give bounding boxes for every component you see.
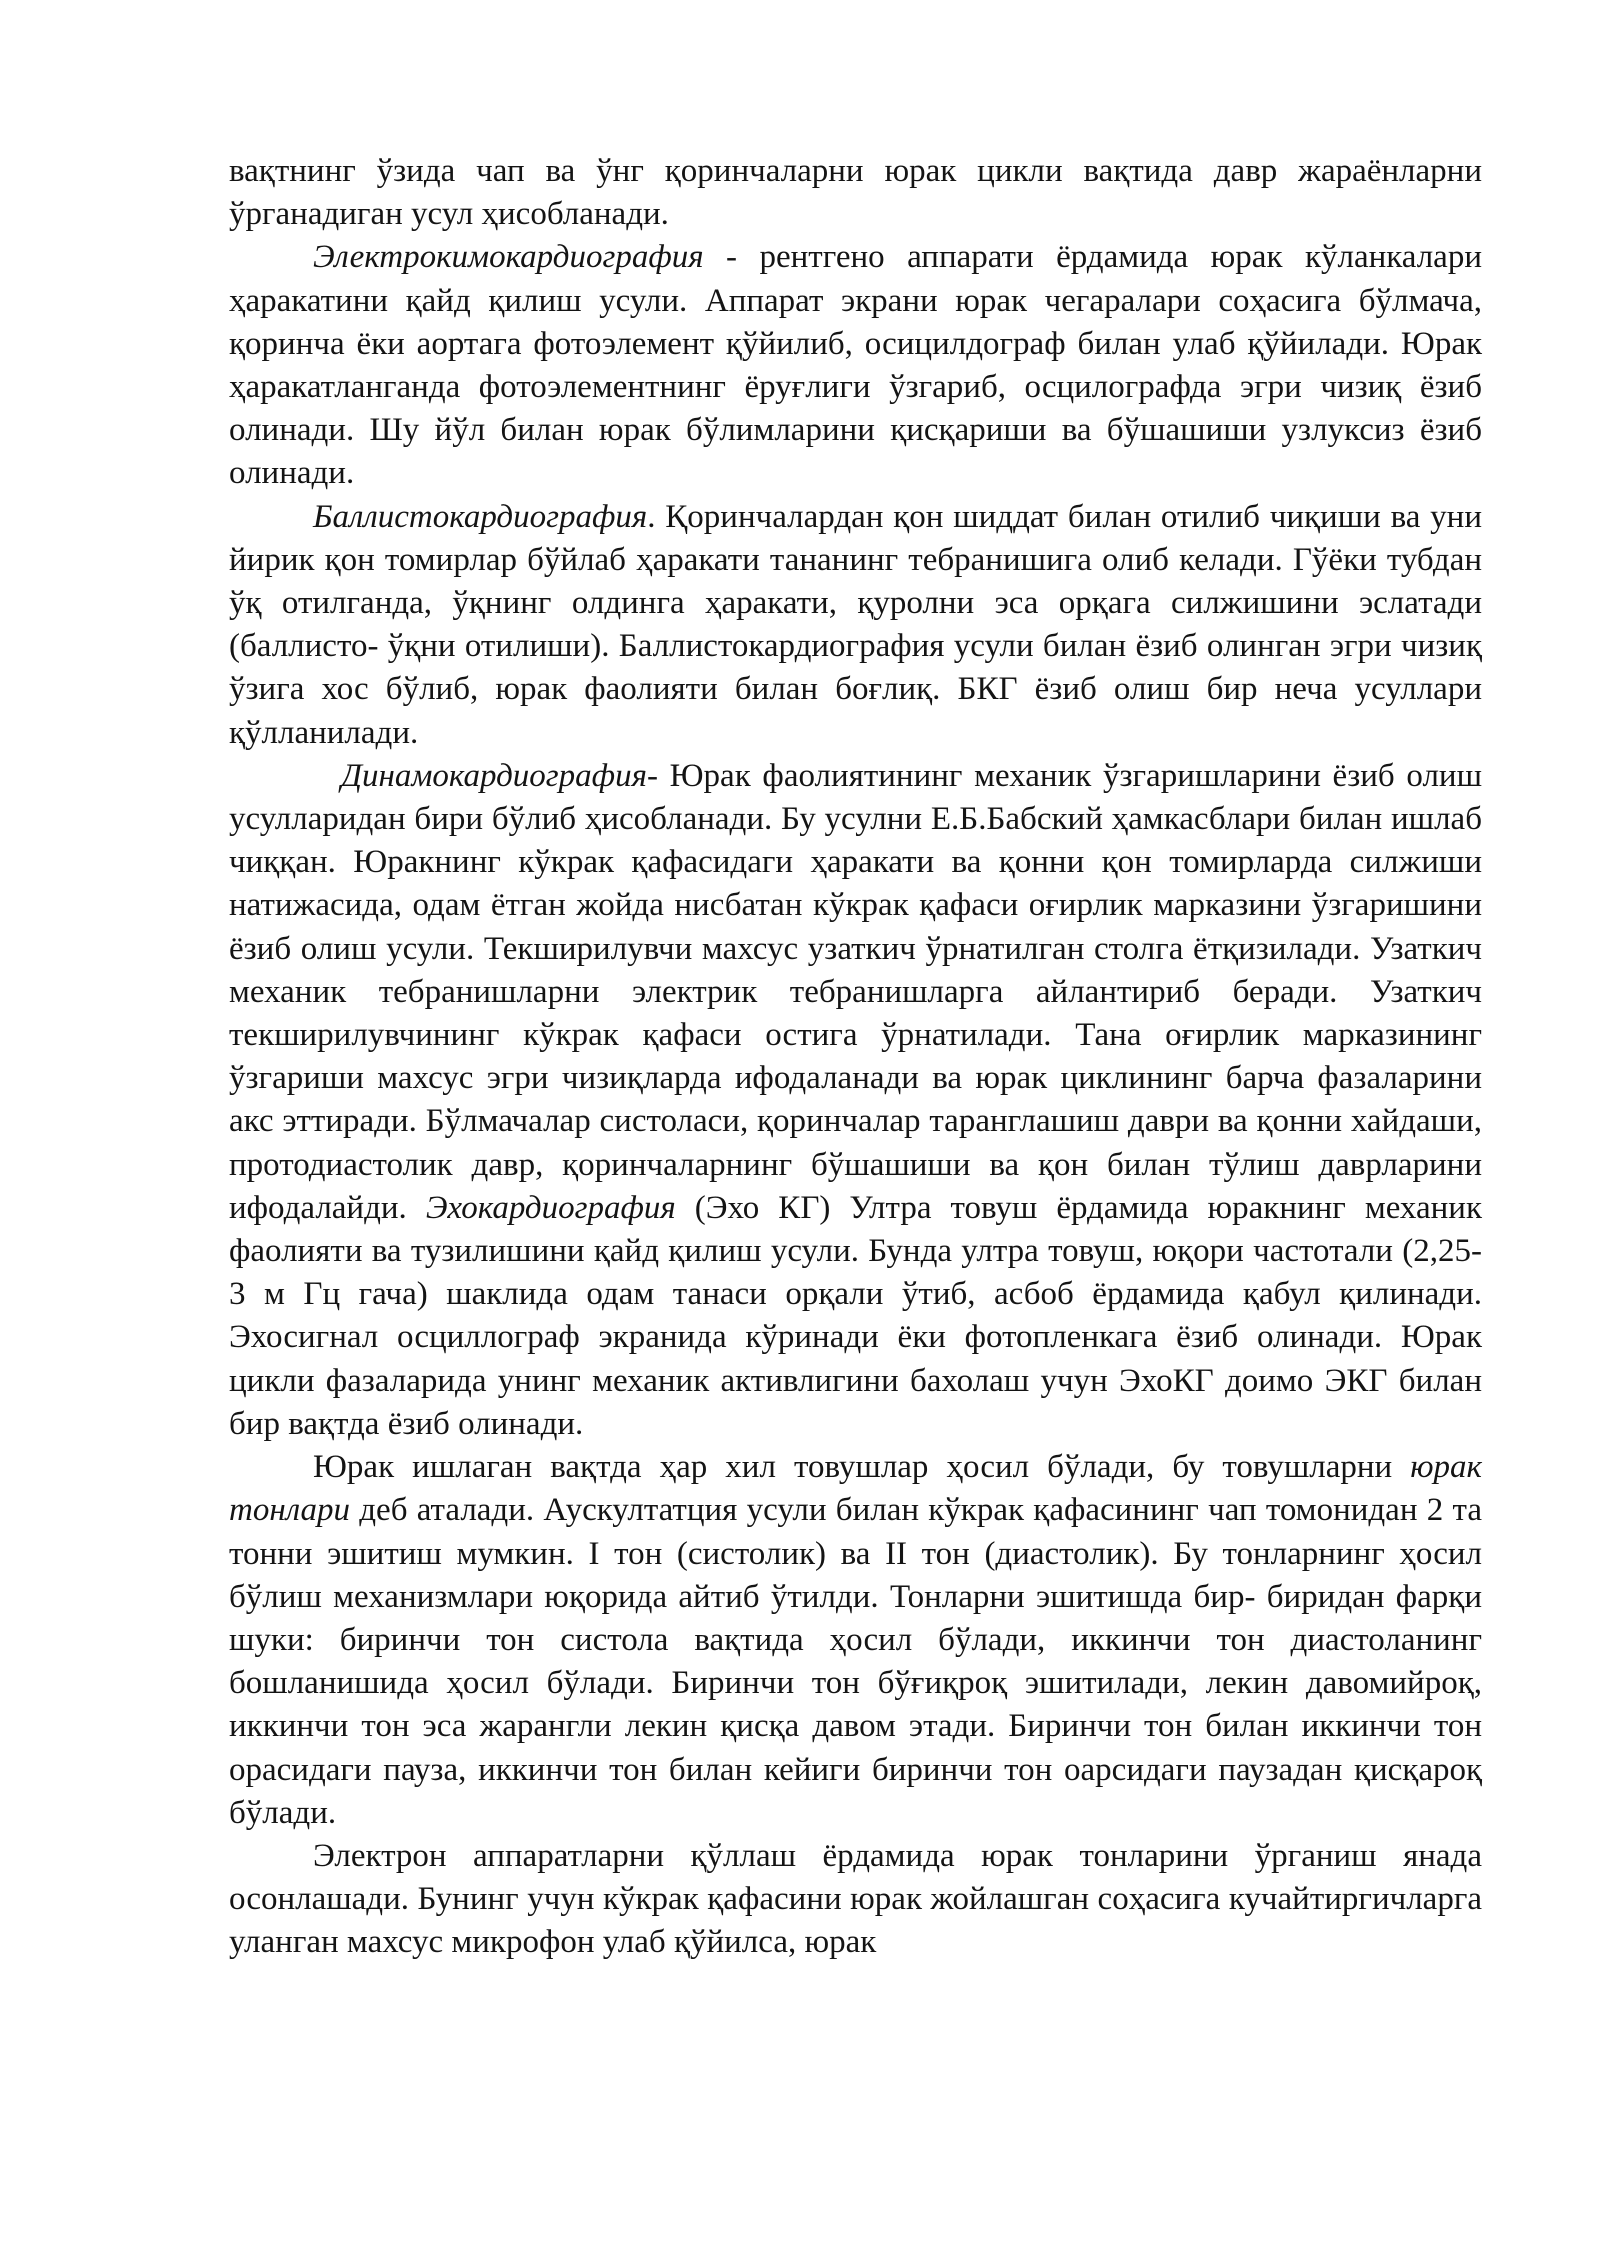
paragraph-text: вақтнинг ўзида чап ва ўнг қоринчаларни юрак цикли вақтида давр жараёнларни ўрганадиган усул ҳисобланади. <box>229 153 1482 233</box>
paragraph-text: - рентгено аппарати ёрдамида юрак кўланкалари ҳаракатини қайд қилиш усули. Аппарат экрани юрак чегаралари соҳасига бўлмача, қоринча ёки аортага фотоэлемент қўйилиб, осицилдограф билан улаб қўйилади. Юрак ҳаракатланганда фотоэлементнинг ёруғлиги ўзгариб, осцилографда эгри чизиқ ёзиб олинади. Шу йўл билан юрак бўлимларини қисқариши ва бўшашиши узлуксиз ёзиб олинади. <box>229 239 1482 492</box>
paragraph-text: - Юрак фаолиятининг механик ўзгаришларини ёзиб олиш усулларидан бири бўлиб ҳисобланади. Бу усулни Е.Б.Бабский ҳамкасблари билан ишлаб чиққан. Юракнинг кўкрак қафасидаги ҳаракати ва қонни қон томирларда силжиши натижасида, одам ётган жойда нисбатан кўкрак қафаси оғирлик марказини ўзгаришини ёзиб олиш усули. Текширилувчи махсус узаткич ўрнатилган столга ётқизилади. Узаткич механик тебранишларни электрик тебранишларга айлантириб беради. Узаткич текширилувчининг кўкрак қафаси остига ўрнатилади. Тана оғирлик марказининг ўзгариши махсус эгри чизиқларда ифодаланади ва юрак циклининг барча фазаларини акс эттиради. Бўлмачалар систоласи, қоринчалар таранглашиш даври ва қонни хайдаши, протодиастолик давр, қоринчаларнинг бўшашиши ва қон билан тўлиш даврларини ифодалайди. <box>229 757 1482 1226</box>
paragraph-electronic-devices <box>229 1835 1482 1965</box>
term-heart-tones: юрак тонлари <box>229 1449 1482 1529</box>
paragraph-text: деб аталади. Аускултатция усули билан кўкрак қафасининг чап томонидан 2 та тонни эшитиш мумкин. I тон (систолик) ва II тон (диастолик). Бу тонларнинг ҳосил бўлиш механизмлари юқорида айтиб ўтилди. Тонларни эшитишда бир- биридан фарқи шуки: биринчи тон систола вақтида ҳосил бўлади, иккинчи тон диастоланинг бошланишида ҳосил бўлади. Биринчи тон бўғиқроқ эшитилади, лекин давомийроқ, иккинчи тон эса жарангли лекин қисқа давом этади. Биринчи тон билан иккинчи тон орасидаги пауза, иккинчи тон билан кейиги биринчи тон оарсидаги паузадан қисқароқ бўлади. <box>229 1492 1482 1831</box>
paragraph-text: Электрон аппаратларни қўллаш ёрдамида юрак тонларини ўрганиш янада осонлашади. Бунинг учун кўкрак қафасини юрак жойлашган соҳасига кучайтиргичларга уланган махсус микрофон улаб қўйилса, юрак <box>229 1837 1482 1961</box>
term-dynamocardiography: Динамокардиография <box>341 757 647 794</box>
term-echocardiography: Эхокардиография <box>425 1189 676 1226</box>
term-electrokymocardiography: Электрокимокардиография <box>313 239 704 276</box>
paragraph-dynamocardiography <box>229 755 1482 1446</box>
paragraph-text: (Эхо КГ) Ултра товуш ёрдамида юракнинг механик фаолияти ва тузилишини қайд қилиш усули. Бунда ултра товуш, юқори частотали (2,25-3 м Гц гача) шаклида одам танаси орқали ўтиб, асбоб ёрдамида қабул қилинади. Эхосигнал осциллограф экранида кўринади ёки фотопленкага ёзиб олинади. Юрак цикли фазаларида унинг механик активлигини бахолаш учун ЭхоКГ доимо ЭКГ билан бир вақтда ёзиб олинади. <box>229 1189 1482 1442</box>
paragraph-text: . Қоринчалардан қон шиддат билан отилиб чиқиши ва уни йирик қон томирлар бўйлаб ҳаракати тананинг тебранишига олиб келади. Гўёки тубдан ўқ отилганда, ўқнинг олдинга ҳаракати, қуролни эса орқага силжишини эслатади (баллисто- ўқни отилиши). Баллистокардиография усули билан ёзиб олинган эгри чизиқ ўзига хос бўлиб, юрак фаолияти билан боғлиқ. БКГ ёзиб олиш бир неча усуллари қўлланилади. <box>229 498 1482 751</box>
paragraph-text: Юрак ишлаган вақтда ҳар хил товушлар ҳосил бўлади, бу товушларни <box>313 1449 1411 1486</box>
term-ballistocardiography: Баллистокардиография <box>313 498 648 535</box>
paragraph-electrokymocardiography <box>229 236 1482 495</box>
paragraph-heart-sounds <box>229 1446 1482 1835</box>
paragraph-continuation <box>229 150 1482 236</box>
document-page <box>229 150 1482 1965</box>
paragraph-ballistocardiography <box>229 496 1482 755</box>
